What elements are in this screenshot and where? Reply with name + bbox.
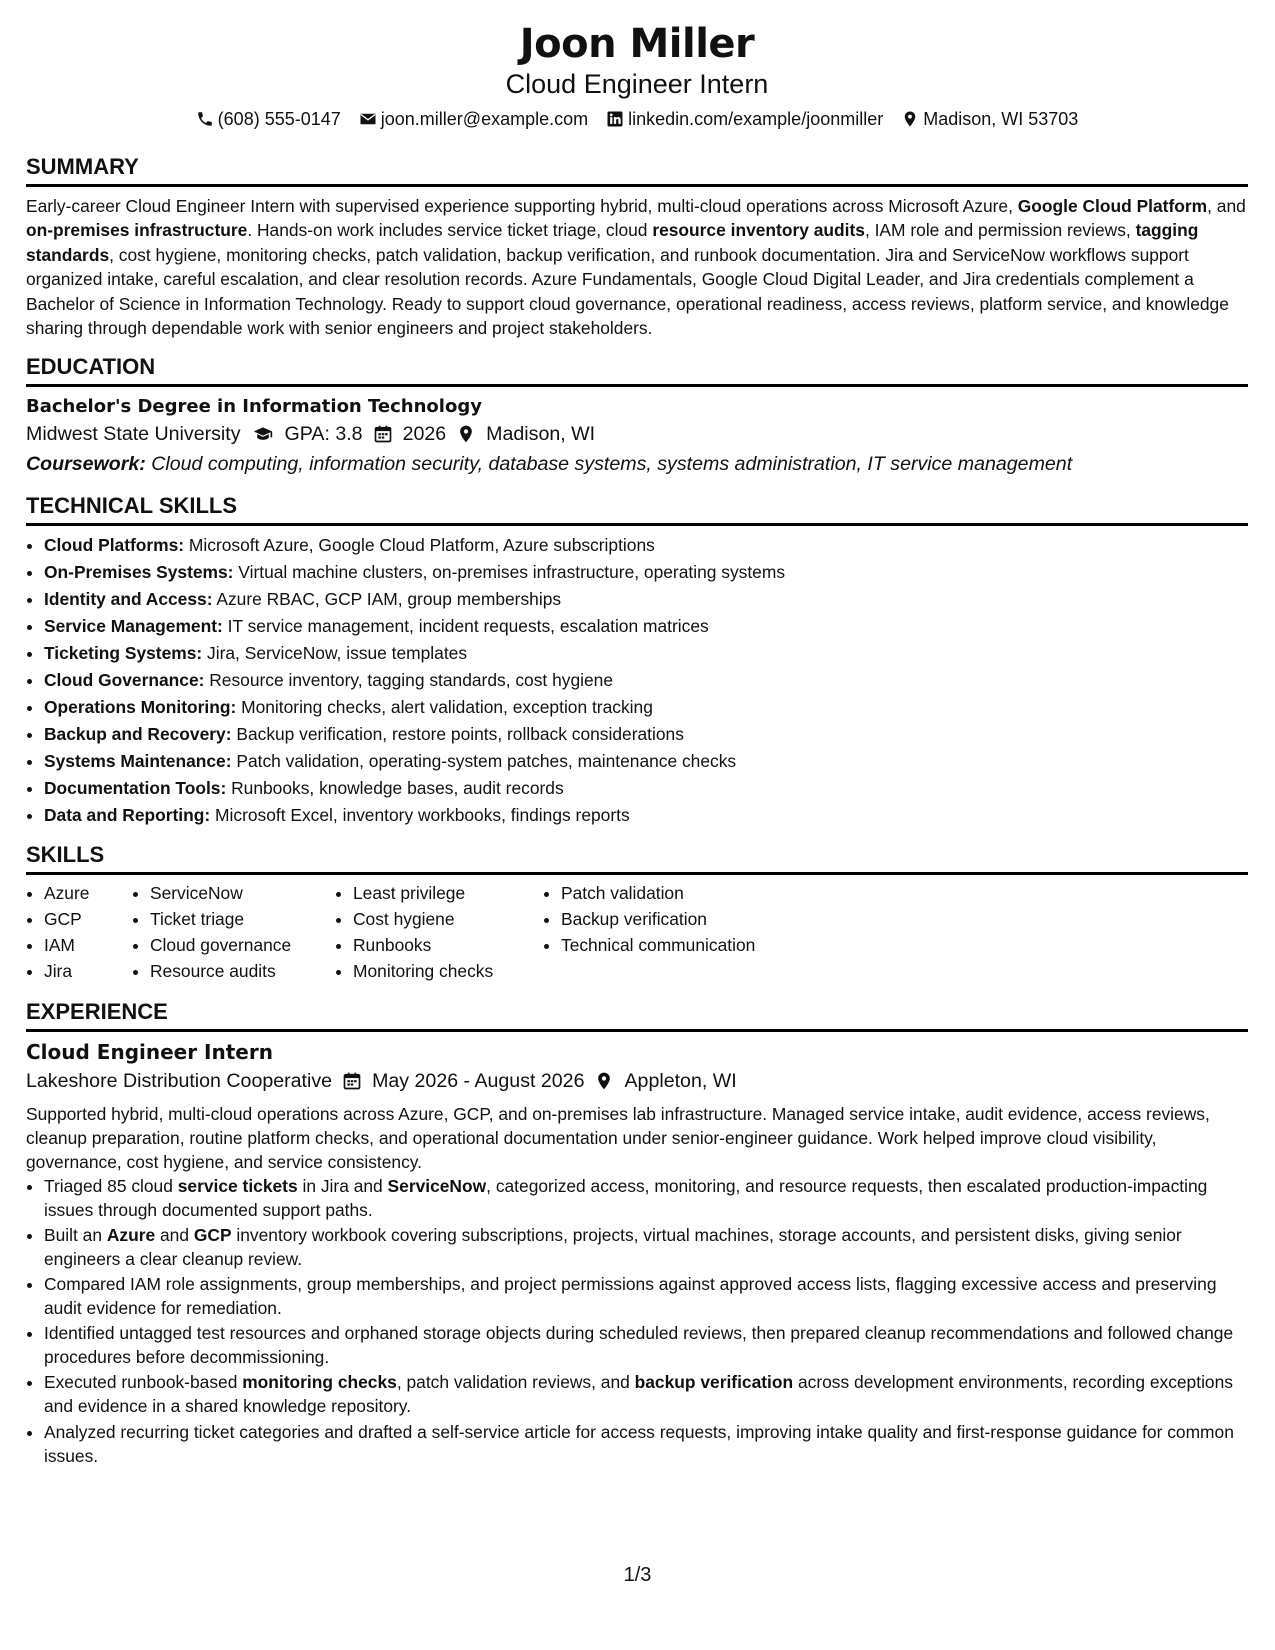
education-heading: EDUCATION bbox=[26, 354, 1248, 387]
skills-column bbox=[132, 881, 335, 984]
skill-category: Documentation Tools: bbox=[44, 777, 227, 798]
bold-text: monitoring checks bbox=[242, 1372, 397, 1393]
graduation-year: 2026 bbox=[402, 423, 447, 446]
summary-heading: SUMMARY bbox=[26, 154, 1248, 187]
calendar-icon bbox=[373, 424, 393, 444]
bold-text: service tickets bbox=[177, 1175, 298, 1196]
skill-values: Patch validation, operating-system patches, maintenance checks bbox=[231, 750, 737, 771]
job-bullet bbox=[44, 1321, 1248, 1369]
text-run: and bbox=[155, 1224, 194, 1245]
job-bullets bbox=[26, 1174, 1248, 1468]
skill-item: • GCP bbox=[44, 907, 132, 933]
skill-category: Cloud Governance: bbox=[44, 669, 205, 690]
text-run: Executed runbook-based bbox=[44, 1372, 243, 1393]
bold-text: tagging standards bbox=[26, 220, 1199, 265]
map-pin-icon bbox=[901, 110, 919, 128]
degree-title: Bachelor's Degree in Information Technology bbox=[26, 396, 482, 418]
job-meta bbox=[26, 1066, 1248, 1096]
map-pin-icon bbox=[456, 424, 476, 444]
skill-category: Service Management: bbox=[44, 616, 223, 637]
skill-item: • Cloud governance bbox=[150, 933, 335, 959]
technical-skill-item bbox=[44, 802, 1248, 829]
contact-phone-text: (608) 555-0147 bbox=[217, 109, 341, 129]
linkedin-icon bbox=[606, 110, 624, 128]
skill-values: Runbooks, knowledge bases, audit records bbox=[226, 777, 564, 798]
bold-text: ServiceNow bbox=[387, 1175, 487, 1196]
job-bullet bbox=[44, 1223, 1248, 1271]
text-run: . Hands-on work includes service ticket triage, cloud bbox=[247, 220, 653, 241]
skill-item: • Runbooks bbox=[353, 933, 543, 959]
job-dates: May 2026 - August 2026 bbox=[372, 1069, 585, 1092]
text-run: , categorized access, monitoring, and resource requests, then escalated production-impacting issues through documented support paths. bbox=[44, 1175, 1208, 1220]
technical-skill-item bbox=[44, 775, 1248, 802]
skill-category: Systems Maintenance: bbox=[44, 750, 232, 771]
skill-category: Identity and Access: bbox=[44, 589, 213, 610]
skill-item: • Technical communication bbox=[561, 933, 861, 959]
company-name: Lakeshore Distribution Cooperative bbox=[26, 1069, 333, 1092]
skill-item: • Backup verification bbox=[561, 907, 861, 933]
skill-item: • Patch validation bbox=[561, 881, 861, 907]
text-run: Identified untagged test resources and orphaned storage objects during scheduled reviews, then prepared cleanup recommendations and followed change procedures before decommissioning. bbox=[44, 1323, 1234, 1368]
bold-text: Azure bbox=[106, 1224, 156, 1245]
education-section bbox=[26, 354, 1248, 479]
skill-item: • IAM bbox=[44, 933, 132, 959]
text-run: , cost hygiene, monitoring checks, patch validation, backup verification, and runbook documentation. Jira and ServiceNow workflows support organized intake, careful escalation, and clear resolution records. Azure Fundamentals, Google Cloud Digital Leader, and Jira credentials complement a Bachelor of Science in Information Technology. Ready to support cloud governance, operational readiness, access reviews, platform service, and knowledge sharing through dependable work with senior engineers and project stakeholders. bbox=[26, 244, 1229, 339]
coursework-line bbox=[26, 449, 1248, 479]
technical-skill-item bbox=[44, 613, 1248, 640]
skill-item: • Resource audits bbox=[150, 959, 335, 985]
skills-column bbox=[543, 881, 861, 984]
skill-item: • Jira bbox=[44, 959, 132, 985]
map-pin-icon bbox=[594, 1071, 614, 1091]
skill-category: On-Premises Systems: bbox=[44, 562, 234, 583]
skill-category: Data and Reporting: bbox=[44, 804, 211, 825]
education-meta bbox=[26, 419, 1248, 449]
job-bullet bbox=[44, 1174, 1248, 1222]
skill-item: • Cost hygiene bbox=[353, 907, 543, 933]
summary-section bbox=[26, 154, 1248, 340]
bold-text: Google Cloud Platform bbox=[1017, 196, 1208, 216]
calendar-icon bbox=[342, 1071, 362, 1091]
school-name: Midwest State University bbox=[26, 423, 241, 446]
text-run: Compared IAM role assignments, group memberships, and project permissions against approved access lists, flagging excessive access and preserving audit evidence for remediation. bbox=[44, 1273, 1217, 1318]
envelope-icon bbox=[359, 110, 377, 128]
text-run: inventory workbook covering subscriptions, projects, virtual machines, storage accounts, and persistent disks, giving senior engineers a clear cleanup review. bbox=[44, 1224, 1182, 1269]
skill-values: Azure RBAC, GCP IAM, group memberships bbox=[212, 589, 562, 610]
skill-values: Backup verification, restore points, rollback considerations bbox=[231, 723, 684, 744]
skill-item: • Ticket triage bbox=[150, 907, 335, 933]
resume-page bbox=[26, 20, 1248, 1469]
skill-item: • ServiceNow bbox=[150, 881, 335, 907]
gpa-text: GPA: 3.8 bbox=[284, 423, 363, 446]
skill-item: • Monitoring checks bbox=[353, 959, 543, 985]
skill-values: Virtual machine clusters, on-premises infrastructure, operating systems bbox=[233, 562, 786, 583]
technical-skill-item bbox=[44, 559, 1248, 586]
bold-text: GCP bbox=[193, 1224, 232, 1245]
skill-category: Ticketing Systems: bbox=[44, 643, 203, 664]
text-run: , IAM role and permission reviews, bbox=[864, 220, 1136, 241]
text-run: , patch validation reviews, and bbox=[396, 1372, 635, 1393]
skill-values: IT service management, incident requests, escalation matrices bbox=[222, 616, 709, 637]
candidate-name: Joon Miller bbox=[519, 21, 755, 67]
skills-column bbox=[26, 881, 132, 984]
bold-text: resource inventory audits bbox=[652, 220, 865, 241]
bold-text: backup verification bbox=[634, 1372, 794, 1393]
text-run: Analyzed recurring ticket categories and drafted a self-service article for access requests, improving intake quality and first-response guidance for common issues. bbox=[44, 1421, 1234, 1466]
technical-skill-item bbox=[44, 532, 1248, 559]
skills-section bbox=[26, 842, 1248, 984]
text-run: Early-career Cloud Engineer Intern with supervised experience supporting hybrid, multi-cloud operations across Microsoft Azure, bbox=[26, 196, 1018, 216]
technical-skills-list bbox=[26, 532, 1248, 828]
skill-category: Cloud Platforms: bbox=[44, 535, 185, 556]
text-run: Built an bbox=[44, 1224, 107, 1245]
technical-skill-item bbox=[44, 667, 1248, 694]
school-location: Madison, WI bbox=[486, 423, 596, 446]
technical-skill-item bbox=[44, 748, 1248, 775]
contact-linkedin-text: linkedin.com/example/joonmiller bbox=[628, 109, 884, 129]
phone-icon bbox=[196, 110, 214, 128]
experience-section bbox=[26, 999, 1248, 1468]
contact-location-text: Madison, WI 53703 bbox=[923, 109, 1079, 129]
page-number: 1/3 bbox=[623, 1564, 652, 1586]
graduation-cap-icon bbox=[251, 424, 275, 444]
job-title: Cloud Engineer Intern bbox=[26, 1039, 273, 1064]
skills-heading: SKILLS bbox=[26, 842, 1248, 875]
text-run: across development environments, recording exceptions and evidence in a shared knowledge repository. bbox=[44, 1372, 1233, 1417]
job-bullet bbox=[44, 1420, 1248, 1468]
job-summary: Supported hybrid, multi-cloud operations across Azure, GCP, and on-premises lab infrastructure. Managed service intake, audit evidence, access reviews, cleanup preparation, routine platform checks, and operational documentation under senior-engineer guidance. Work helped improve cloud visibility, governance, cost hygiene, and service consistency. bbox=[26, 1103, 1210, 1172]
technical-skill-item bbox=[44, 586, 1248, 613]
text-run: Triaged 85 cloud bbox=[44, 1175, 178, 1196]
contact-linkedin[interactable] bbox=[606, 106, 883, 132]
skill-item: • Azure bbox=[44, 881, 132, 907]
text-run: in Jira and bbox=[297, 1175, 388, 1196]
coursework-label: Coursework: bbox=[26, 453, 146, 476]
skills-column bbox=[335, 881, 543, 984]
job-bullet bbox=[44, 1272, 1248, 1320]
contact-location bbox=[901, 106, 1078, 132]
text-run: , and bbox=[1207, 196, 1246, 216]
experience-heading: EXPERIENCE bbox=[26, 999, 1248, 1032]
skills-columns bbox=[26, 881, 1248, 984]
coursework-text: Cloud computing, information security, database systems, systems administration, IT service management bbox=[151, 453, 1073, 476]
technical-skills-section bbox=[26, 493, 1248, 828]
job-bullet bbox=[44, 1370, 1248, 1418]
skill-values: Microsoft Excel, inventory workbooks, findings reports bbox=[210, 804, 630, 825]
job-location: Appleton, WI bbox=[624, 1069, 737, 1092]
skill-item: • Least privilege bbox=[353, 881, 543, 907]
technical-skill-item bbox=[44, 694, 1248, 721]
contact-email-text: joon.miller@example.com bbox=[380, 109, 589, 129]
technical-skill-item bbox=[44, 721, 1248, 748]
candidate-role: Cloud Engineer Intern bbox=[505, 69, 769, 99]
resume-header bbox=[26, 20, 1248, 132]
contact-phone[interactable] bbox=[196, 106, 341, 132]
skill-values: Microsoft Azure, Google Cloud Platform, Azure subscriptions bbox=[184, 535, 655, 556]
contact-email[interactable] bbox=[359, 106, 588, 132]
skill-values: Resource inventory, tagging standards, cost hygiene bbox=[204, 669, 614, 690]
contact-bar bbox=[26, 106, 1248, 132]
skill-values: Jira, ServiceNow, issue templates bbox=[202, 643, 468, 664]
skill-values: Monitoring checks, alert validation, exception tracking bbox=[236, 696, 653, 717]
technical-skill-item bbox=[44, 640, 1248, 667]
bold-text: on-premises infrastructure bbox=[26, 220, 248, 241]
skill-category: Backup and Recovery: bbox=[44, 723, 232, 744]
technical-skills-heading: TECHNICAL SKILLS bbox=[26, 493, 1248, 526]
skill-category: Operations Monitoring: bbox=[44, 696, 237, 717]
summary-text bbox=[26, 194, 1248, 340]
